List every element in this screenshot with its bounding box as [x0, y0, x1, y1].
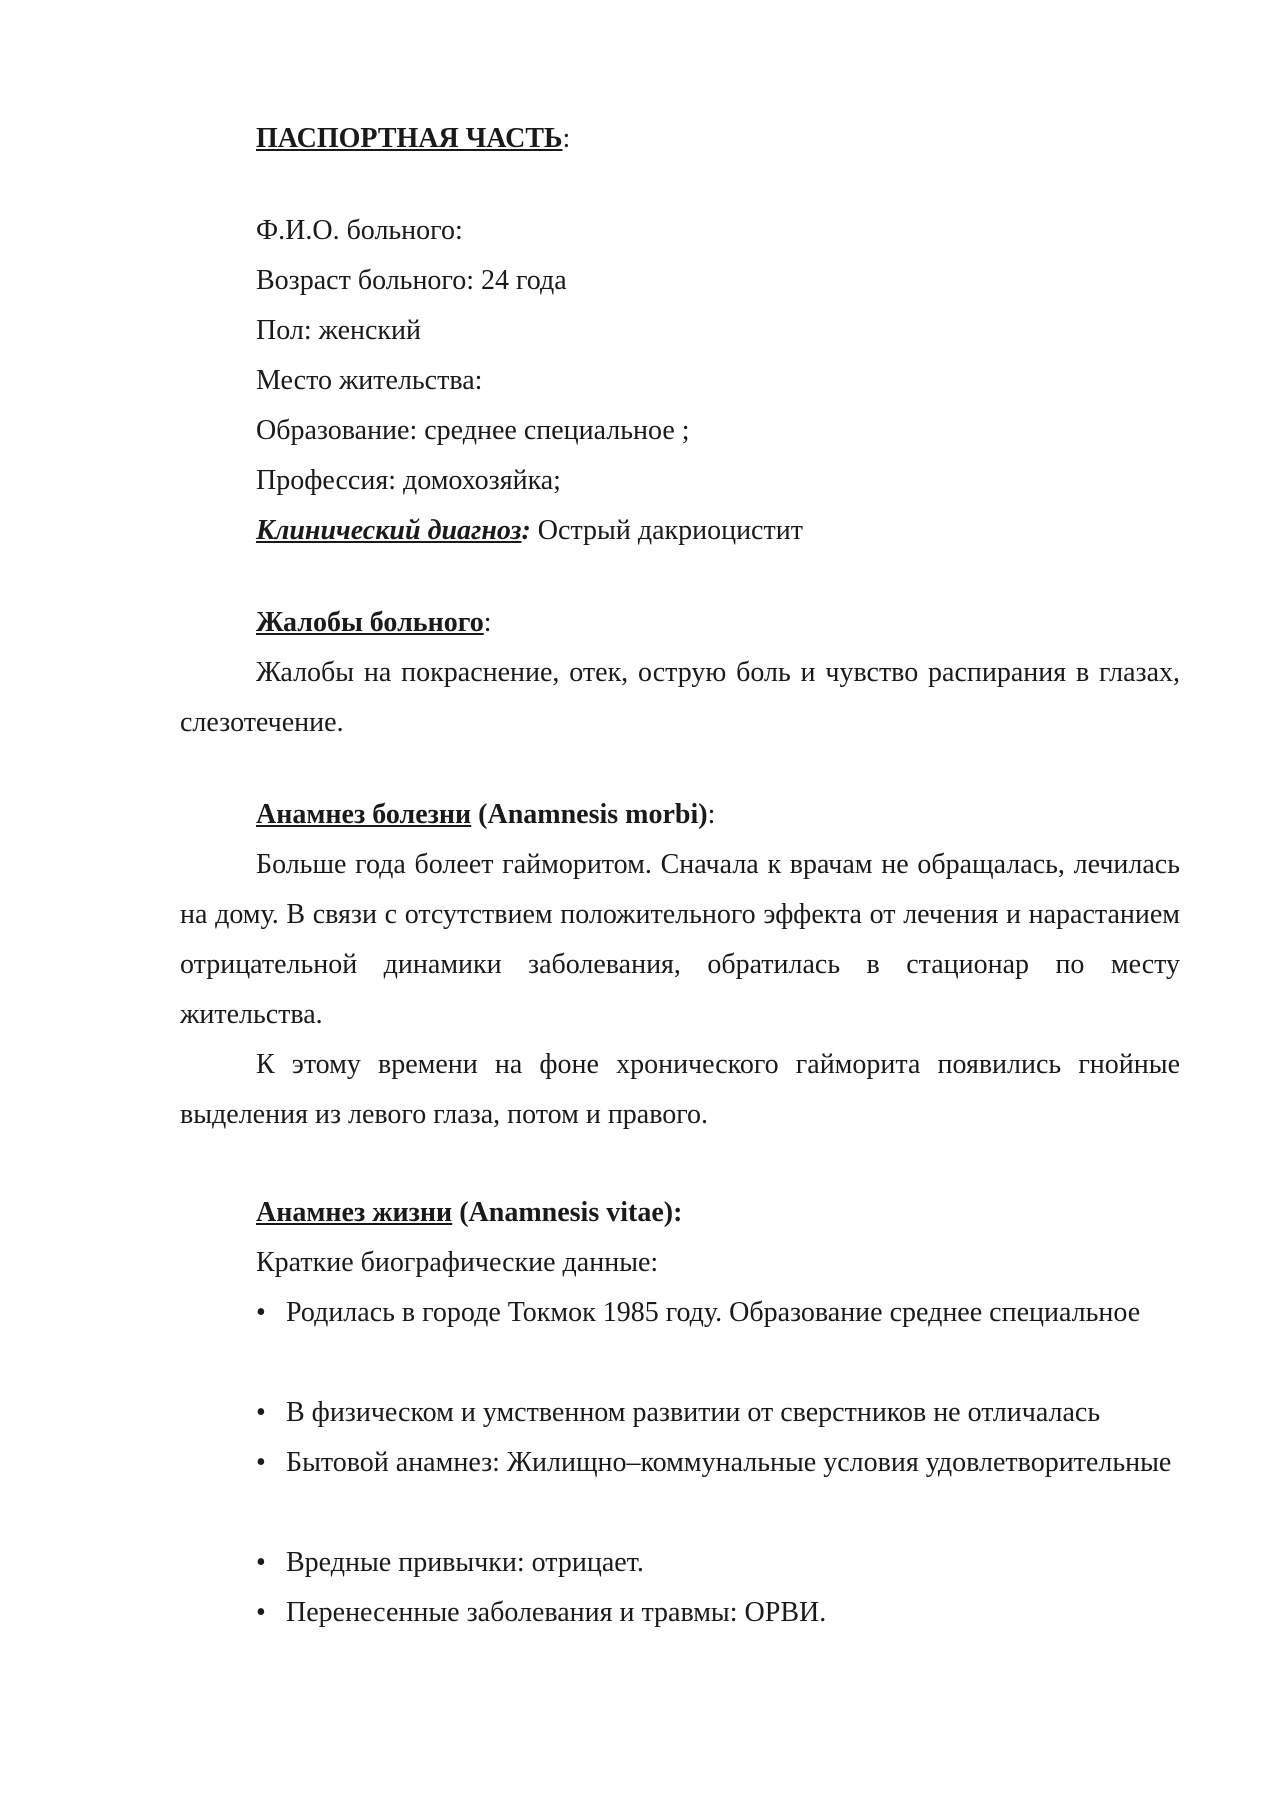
anamnesis-morbi-paragraph-2: К этому времени на фоне хронического гайморита появились гнойные выделения из левого глаза, потом и правого. [180, 1049, 1180, 1130]
bullet-icon: • [256, 1447, 266, 1478]
bullet-icon: • [256, 1397, 266, 1428]
patient-education-line: Образование: среднее специальное ; [256, 415, 690, 446]
anamnesis-morbi-title: Анамнез болезни [256, 799, 472, 830]
list-item [180, 1388, 1180, 1438]
patient-residence-line: Место жительства: [256, 365, 483, 396]
complaints-text: Жалобы на покраснение, отек, острую боль и чувство распирания в глазах, слезотечение. [180, 657, 1180, 738]
clinical-diagnosis-line [256, 506, 803, 556]
anamnesis-morbi-colon: : [707, 799, 716, 830]
list-item [180, 1288, 1180, 1338]
list-item-text: Родилась в городе Токмок 1985 году. Образование среднее специальное [286, 1297, 1141, 1328]
diagnosis-value: Острый дакриоцистит [530, 515, 803, 546]
anamnesis-morbi-heading [256, 790, 715, 840]
list-item-text: Вредные привычки: отрицает. [286, 1547, 644, 1578]
list-item-text: В физическом и умственном развитии от сверстников не отличалась [286, 1397, 1101, 1428]
complaints-heading [256, 598, 492, 648]
passport-title-colon: : [562, 123, 571, 154]
passport-heading [256, 114, 570, 164]
list-item [180, 1588, 1180, 1638]
diagnosis-colon: : [521, 515, 531, 546]
patient-profession-line: Профессия: домохозяйка; [256, 465, 561, 496]
bullet-icon: • [256, 1597, 266, 1628]
bullet-icon: • [256, 1547, 266, 1578]
list-item-text: Бытовой анамнез: Жилищно–коммунальные условия удовлетворительные [286, 1447, 1172, 1478]
anamnesis-vitae-heading [256, 1188, 682, 1238]
complaints-title-colon: : [483, 607, 492, 638]
list-item [180, 1438, 1180, 1488]
anamnesis-vitae-title: Анамнез жизни [256, 1197, 453, 1228]
passport-title: ПАСПОРТНАЯ ЧАСТЬ [256, 123, 563, 154]
anamnesis-morbi-latin: (Anamnesis morbi) [471, 799, 708, 830]
patient-name-line: Ф.И.О. больного: [256, 215, 463, 246]
bullet-icon: • [256, 1297, 266, 1328]
list-item [180, 1538, 1180, 1588]
patient-age-line: Возраст больного: 24 года [256, 265, 567, 296]
biography-intro: Краткие биографические данные: [256, 1247, 659, 1278]
anamnesis-vitae-latin: (Anamnesis vitae): [452, 1197, 683, 1228]
diagnosis-label: Клинический диагноз [256, 515, 522, 546]
list-item-text: Перенесенные заболевания и травмы: ОРВИ. [286, 1597, 827, 1628]
complaints-title: Жалобы больного [256, 607, 484, 638]
anamnesis-morbi-paragraph-1: Больше года болеет гайморитом. Сначала к врачам не обращалась, лечилась на дому. В связи с отсутствием положительного эффекта от лечения и нарастанием отрицательной динамики заболевания, обратилась в стационар по месту жительства. [180, 849, 1180, 1030]
patient-sex-line: Пол: женский [256, 315, 421, 346]
